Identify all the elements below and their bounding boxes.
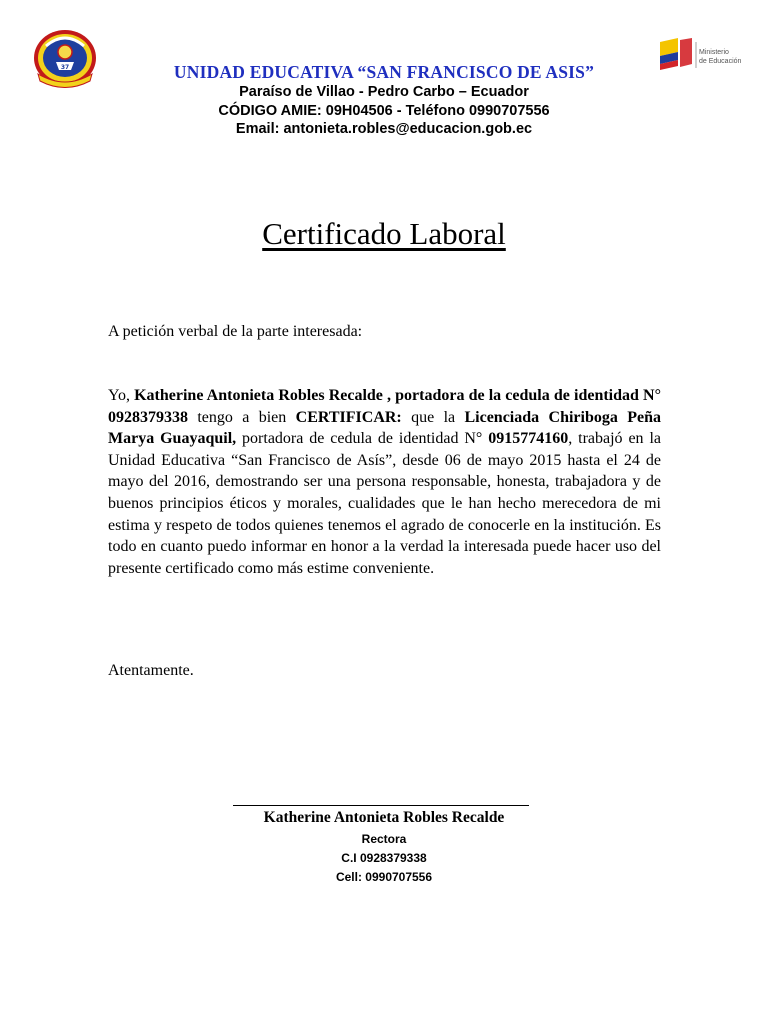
body-text: portadora de cedula de identidad N°: [236, 430, 489, 448]
signature-line: [233, 805, 529, 806]
school-email: Email: antonieta.robles@educacion.gob.ec: [235, 121, 533, 137]
svg-text:de Educación: de Educación: [699, 58, 742, 65]
employee-name: Licenciada Chiriboga Peña Marya Guayaquil,: [108, 408, 661, 448]
intro-paragraph: A petición verbal de la parte interesada:: [108, 323, 363, 340]
body-text: Yo,: [108, 387, 135, 404]
signatory-id: C.I 0928379338: [341, 851, 427, 865]
body-text: tengo a bien: [188, 408, 296, 426]
certify-keyword: CERTIFICAR:: [295, 408, 402, 426]
signatory-name: Katherine Antonieta Robles Recalde: [263, 809, 505, 826]
employee-id-number: 0915774160: [488, 430, 569, 448]
body-text: que la: [401, 408, 465, 426]
body-text: , trabajó en la Unidad Educativa “San Francisco de Asís”, desde 06 de mayo 2015 hasta el 24 de mayo del 2016, demostrando ser una persona responsable, honesta, trabajadora y de buenos principios éticos y morales, cualidades que le han hecho merecedora de mi estima y respeto de todos quienes tenemos el agrado de conocerle en la institución. Es todo en cuanto puedo informar en honor a la verdad la interesada puede hacer uso del presente certificado como más estime conveniente.: [108, 430, 661, 577]
svg-text:Ministerio: Ministerio: [699, 49, 729, 56]
signatory-role: Rectora: [361, 832, 407, 846]
svg-text:37: 37: [60, 64, 70, 71]
signatory-phone: Cell: 0990707556: [335, 870, 433, 884]
certificate-body: [108, 385, 661, 579]
school-code-phone: CÓDIGO AMIE: 09H04506 - Teléfono 0990707556: [218, 103, 550, 119]
school-name: UNIDAD EDUCATIVA “SAN FRANCISCO DE ASIS”: [173, 62, 595, 82]
document-title: [0, 216, 768, 252]
document-title-text: Certificado Laboral: [262, 216, 506, 251]
issuer-name: Katherine Antonieta Robles Recalde , portadora de la cedula de identidad N° 0928379338: [108, 387, 662, 426]
school-address: Paraíso de Villao - Pedro Carbo – Ecuador: [239, 84, 529, 100]
closing-text: Atentamente.: [108, 662, 194, 679]
